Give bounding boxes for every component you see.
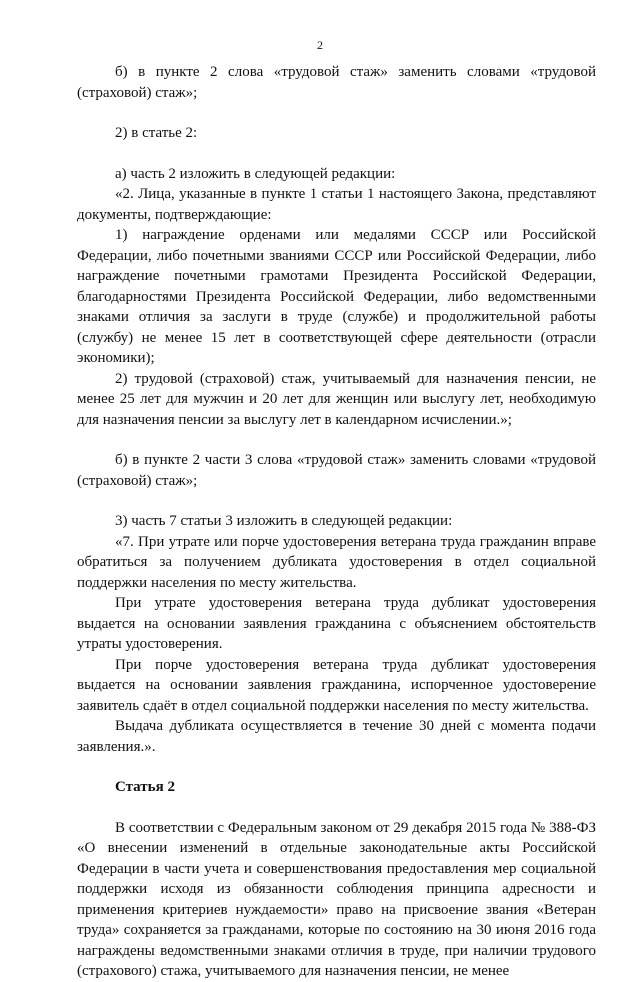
paragraph-item-b-2: б) в пункте 2 части 3 слова «трудовой стаж» заменить словами «трудовой (страховой) стаж»; [77, 452, 596, 489]
paragraph-point-1: 1) награждение орденами или медалями СССР или Российской Федерации, либо почетными званиями СССР или Российской Федерации, либо награждение почетными грамотами Президента Российской Федерации, благодарностями Президента Российской Федерации, либо ведомственными знаками отличия за заслуги в труде (службе) и продолжительной работы (службу) не менее 15 лет в соответствующей сфере деятельности (отрасли экономики); [77, 227, 596, 366]
paragraph-point-2: 2) трудовой (страховой) стаж, учитываемый для назначения пенсии, не менее 25 лет для мужчин и 20 лет для женщин или выслугу лет, необходимую для назначения пенсии за выслугу лет в календарном исчислении.»; [77, 370, 596, 428]
spacer [77, 103, 596, 123]
paragraph-article-2-body: В соответствии с Федеральным законом от 29 декабря 2015 года № 388-ФЗ «О внесении изменений в отдельные законодательные акты Российской Федерации в части учета и совершенствования предоставления мер социальной поддержки исходя из обязанности соблюдения принципа адресности и применения критериев нуждаемости» право на присвоение звания «Ветеран труда» сохраняется за гражданами, которые по состоянию на 30 июня 2016 года награждены ведомственными знаками отличия в труде, при наличии трудового (страхового) стажа, учитываемого для назначения пенсии, не менее [77, 819, 596, 979]
paragraph-quote-part-7: «7. При утрате или порче удостоверения ветерана труда гражданин вправе обратиться за получением дубликата удостоверения в отдел социальной поддержки населения по месту жительства. [77, 533, 596, 591]
paragraph-quote-part-2: «2. Лица, указанные в пункте 1 статьи 1 настоящего Закона, представляют документы, подтверждающие: [77, 186, 596, 223]
document-body [77, 62, 596, 982]
paragraph-item-a: а) часть 2 изложить в следующей редакции: [115, 165, 396, 182]
paragraph-damage-duplicate: При порче удостоверения ветерана труда дубликат удостоверения выдается на основании заявления гражданина, испорченное удостоверение заявитель сдаёт в отдел социальной поддержки населения по месту жительства. [77, 656, 596, 714]
page-number: 2 [317, 38, 323, 52]
paragraph-item-b-1: б) в пункте 2 слова «трудовой стаж» заменить словами «трудовой (страховой) стаж»; [77, 64, 596, 101]
paragraph-item-3: 3) часть 7 статьи 3 изложить в следующей редакции: [115, 513, 453, 529]
spacer [77, 491, 596, 511]
paragraph-article-2-intro: 2) в статье 2: [115, 125, 198, 141]
spacer [77, 798, 596, 818]
spacer [77, 757, 596, 777]
spacer [77, 144, 596, 164]
paragraph-loss-duplicate: При утрате удостоверения ветерана труда дубликат удостоверения выдается на основании заявления гражданина с объяснением обстоятельств утраты удостоверения. [77, 595, 596, 652]
spacer [77, 430, 596, 450]
paragraph-duplicate-term: Выдача дубликата осуществляется в течение 30 дней с момента подачи заявления.». [77, 718, 596, 755]
article-2-heading: Статья 2 [115, 779, 175, 795]
